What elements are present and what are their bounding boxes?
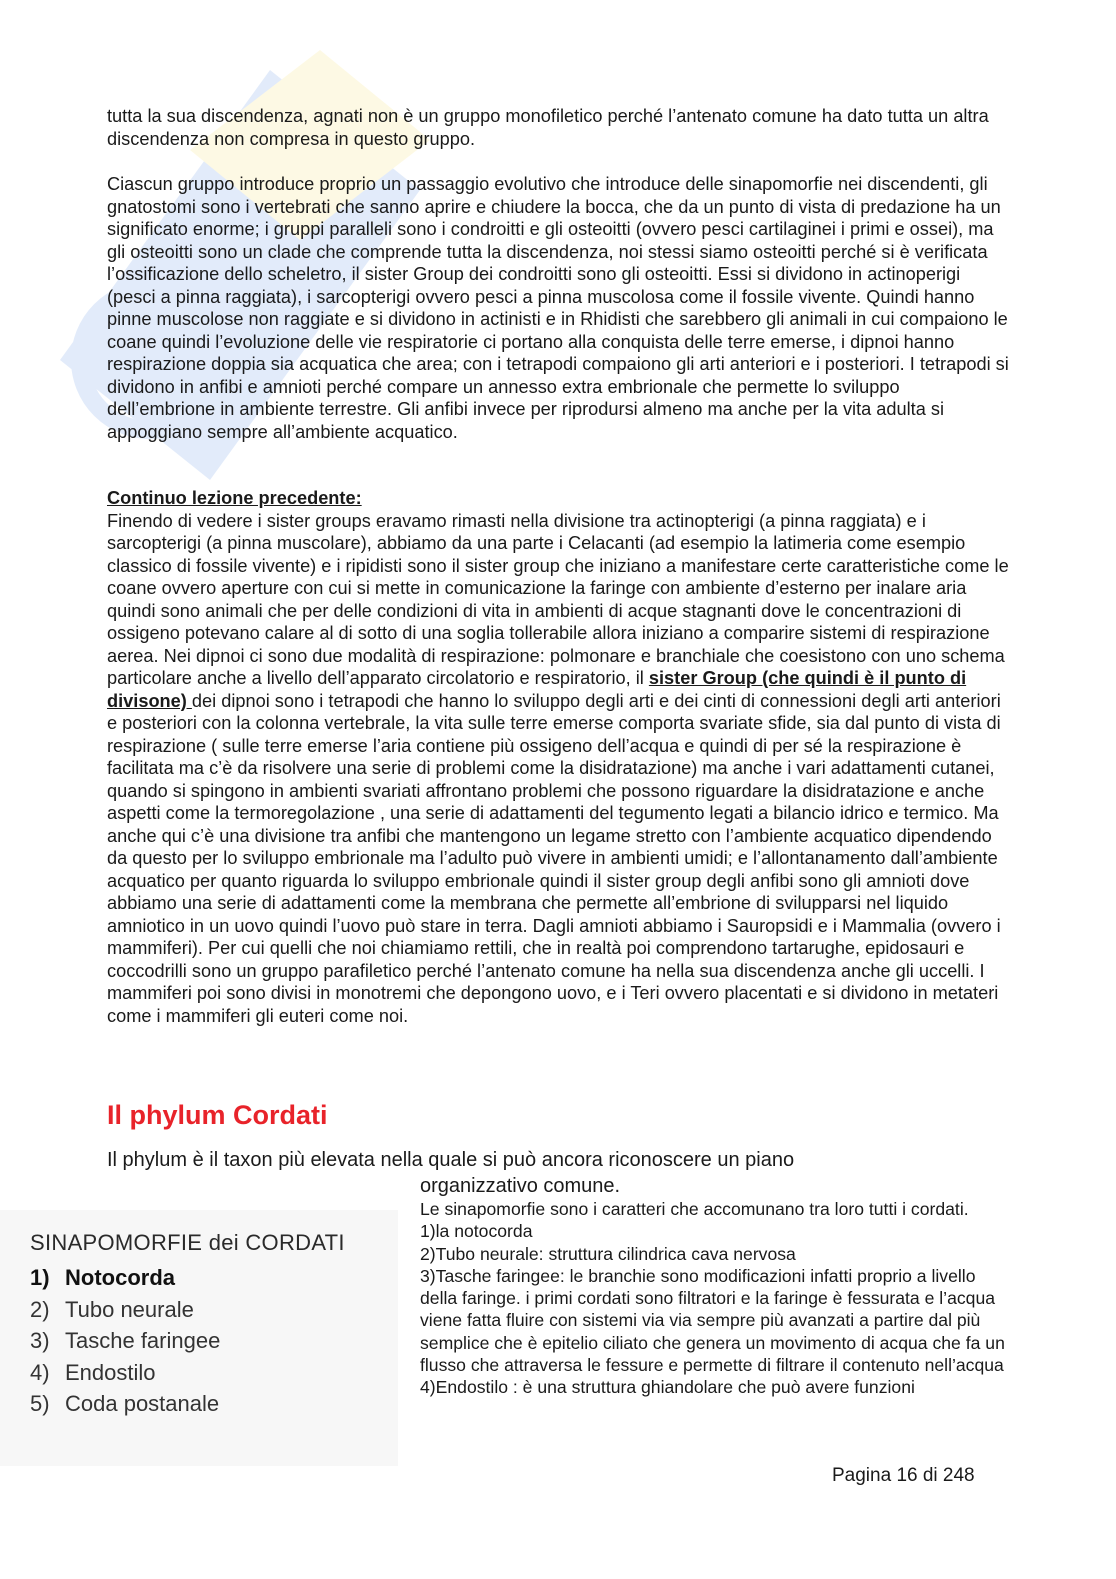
lesson-bold-sister-group: sister Group (che quindi è il punto di divisone) bbox=[107, 668, 967, 711]
slide-title: SINAPOMORFIE dei CORDATI bbox=[30, 1230, 345, 1255]
lesson-text-b: dei dipnoi sono i tetrapodi che hanno lo sviluppo degli arti e dei cinti di connessioni degli arti anteriori e posteriori con la colonna vertebrale, la vita sulle terre emerse comporta svariate sfide, sia dal punto di vista di respirazione ( sulle terre emerse l’aria contiene più ossigeno dell’acqua e quindi di per sé la respirazione è facilitata ma c’è da risolvere una serie di problemi come la disidratazione) ma anche i vari adattamenti cutanei, quando si spingono in ambienti svariati affrontano problemi che possono riguardare la disidratazione e anche aspetti come la termoregolazione , una serie di adattamenti del tegumento legati a bilancio idrico e termico. Ma anche qui c’è una divisione tra anfibi che mantengono un legame stretto con l’ambiente acquatico dipendendo da questo per lo sviluppo embrionale ma l’adulto può vivere in ambienti umidi; e l’allontanamento dall’ambiente acquatico per quanto riguarda lo sviluppo embrionale quindi il sister group degli anfibi sono gli amnioti dove abbiamo una serie di adattamenti come la membrana che permette all’embrione di svilupparsi nel liquido amniotico in un uovo quindi l’uovo può stare in terra. Dagli amnioti abbiamo i Sauropsidi e i Mammalia (ovvero i mammiferi). Per cui quelli che noi chiamiamo rettili, che in realtà poi comprendono tartarughe, epidosauri e coccodrilli sono un gruppo parafiletico perché l’antenato comune ha nella sua discendenza anche gli uccelli. I mammiferi poi sono divisi in monotremi che depongono uovo, e i Teri ovvero placentati e si dividono in metateri come i mammiferi gli euteri come noi. bbox=[107, 690, 1001, 1026]
description-line: 3)Tasche faringee: le branchie sono modificazioni infatti proprio a livello della faringe. i primi cordati sono filtratori e la faringe è fessurata e l’acqua viene fatta fluire con sistemi via via sempre più avanzati a partire dal più semplice che è epitelio ciliato che genera un movimento di acqua che fa un flusso che attraversa le fessure e permette di filtrare il contenuto nell’acqua bbox=[420, 1265, 1005, 1376]
description-line: 1)la notocorda bbox=[420, 1221, 533, 1242]
section-title: Il phylum Cordati bbox=[107, 1100, 328, 1130]
paragraph-sinapomorfie: Ciascun gruppo introduce proprio un passaggio evolutivo che introduce delle sinapomorfie nei discendenti, gli gnatostomi sono i vertebrati che sanno aprire e chiudere la bocca, che da un punto di vista di predazione ha un significato enorme; i gruppi paralleli sono i condroitti e gli osteoitti (ovvero pesci cartilaginei i primi e ossei), ma gli osteoitti sono un clade che comprende tutta la discendenza, noi stessi siamo osteoitti perché si è verificata l’ossificazione dello scheletro, il sister Group dei condroitti sono gli osteoitti. Essi si dividono in actinoperigi (pesci a pinna raggiata), i sarcopterigi ovvero pesci a pinna muscolosa come il fossile vivente. Quindi hanno pinne muscolose non raggiate e si dividono in actinisti e in Rhidisti che sarebbero gli animali in cui compaiono le coane quindi l’evoluzione delle vie respiratorie ci portano alla conquista delle terre emerse, i dipnoi hanno respirazione doppia sia acquatica che area; con i tetrapodi compaiono gli arti anteriori e i posteriori. I tetrapodi si dividono in anfibi e amnioti perché compare un annesso extra embrionale che permette lo sviluppo dell’embrione in ambiente terrestre. Gli anfibi invece per riprodursi almeno ma anche per la vita adulta si appoggiano sempre all’ambiente acquatico. bbox=[107, 174, 1009, 442]
paragraph-discendenza: tutta la sua discendenza, agnati non è un gruppo monofiletico perché l’antenato comune ha dato tutta un altra discendenza non compresa in questo gruppo. bbox=[107, 106, 989, 149]
page-number: Pagina 16 di 248 bbox=[832, 1465, 975, 1486]
description-line: Le sinapomorfie sono i caratteri che accomunano tra loro tutti i cordati. bbox=[420, 1199, 969, 1219]
section-intro: Il phylum è il taxon più elevata nella quale si può ancora riconoscere un piano bbox=[107, 1149, 795, 1171]
slide-list-item: 2) Tubo neurale bbox=[30, 1296, 194, 1322]
section-intro-continued: organizzativo comune. bbox=[420, 1175, 621, 1197]
sinapomorfie-description bbox=[420, 1198, 1012, 1399]
lesson-text-a: Finendo di vedere i sister groups eravamo rimasti nella divisione tra actinopterigi (a pinna raggiata) e i sarcopterigi (a pinna muscolare), abbiamo da una parte i Celacanti (ad esempio la latimeria come esempio classico di fossile vivente) e i ripidisti sono il sister group che iniziano a manifestare certe caratteristiche come le coane ovvero aperture con cui si mette in comunicazione la faringe con ambiente d’esterno per inalare aria quindi sono animali che per delle condizioni di vita in ambienti di acque stagnanti dove le concentrazioni di ossigeno potevano calare al di sotto di una soglia tollerabile allora iniziano a comparire sistemi di respirazione aerea. Nei dipnoi ci sono due modalità di respirazione: polmonare e branchiale che coesistono con uno schema particolare anche a livello dell’apparato circolatorio e respiratorio, il bbox=[107, 510, 1009, 688]
slide-list-item: 1) Notocorda bbox=[30, 1265, 175, 1290]
slide-list-item: 4) Endostilo bbox=[30, 1359, 156, 1385]
lesson-heading: Continuo lezione precedente: bbox=[107, 488, 362, 508]
description-line: 2)Tubo neurale: struttura cilindrica cava nervosa bbox=[420, 1243, 796, 1264]
lesson-section bbox=[107, 487, 1012, 1027]
slide-list-item: 5) Coda postanale bbox=[30, 1391, 220, 1416]
slide-image bbox=[0, 1210, 398, 1466]
slide-list bbox=[30, 1262, 220, 1420]
description-line: 4)Endostilo : è una struttura ghiandolare che può avere funzioni bbox=[420, 1377, 915, 1398]
slide-list-item: 3) Tasche faringee bbox=[30, 1328, 221, 1353]
